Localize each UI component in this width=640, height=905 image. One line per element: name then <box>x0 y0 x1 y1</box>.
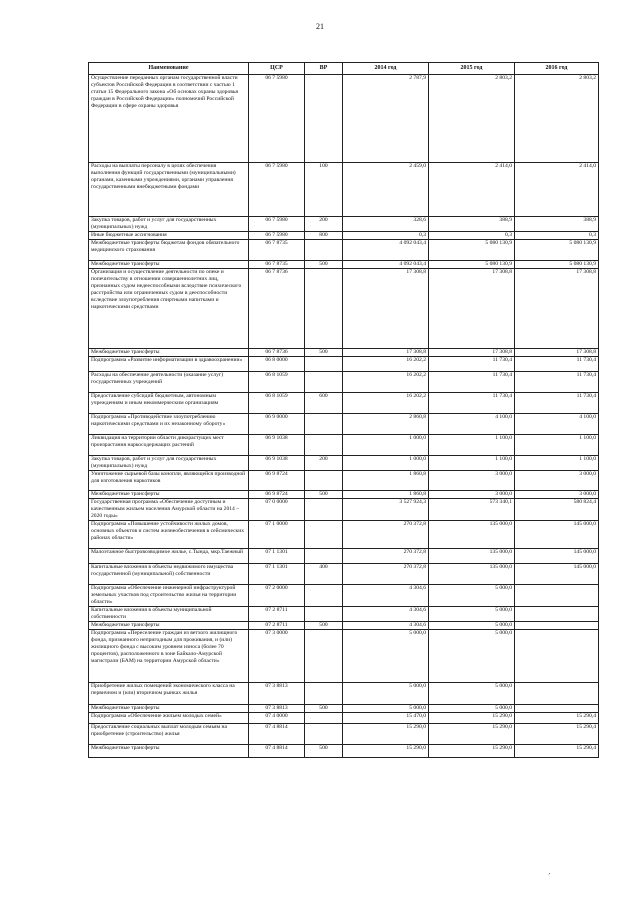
table-row <box>89 622 599 630</box>
row-value-2015: 11 730,4 <box>429 372 515 393</box>
row-value-2014: 270 372,8 <box>343 564 429 585</box>
row-value-2014: 1 860,8 <box>343 471 429 491</box>
row-vr: 200 <box>305 217 343 232</box>
row-csr: 07 3 8813 <box>249 683 305 705</box>
row-value-2014: 16 202,2 <box>343 372 429 393</box>
row-vr <box>305 471 343 491</box>
row-value-2014: 5 000,0 <box>343 683 429 705</box>
row-value-2014: 270 372,8 <box>343 521 429 549</box>
row-csr: 06 8 1059 <box>249 393 305 414</box>
row-name: Межбюджетные трансферты <box>89 349 249 357</box>
row-value-2016: 5 080 130,9 <box>515 240 599 261</box>
row-csr: 07 2 8711 <box>249 607 305 622</box>
row-name: Организация и осуществление деятельности по опеке и попечительству в отношении совершеннолетних лиц, признанных судом недееспособными вследствие психического расстройства или ограниченных судом в дееспособности вследствие злоупотребления спиртными напитками и наркотическими средствами <box>89 269 249 349</box>
table-row <box>89 240 599 261</box>
row-name: Подпрограмма «Обеспечение инженерной инфраструктурой земельных участков под строительство жилья на территории области» <box>89 585 249 607</box>
row-value-2016: 388,9 <box>515 217 599 232</box>
header-2015: 2015 год <box>429 63 515 75</box>
header-csr: ЦСР <box>249 63 305 75</box>
row-csr: 06 7 5980 <box>249 163 305 217</box>
row-value-2014: 16 202,2 <box>343 357 429 372</box>
table-row <box>89 163 599 217</box>
row-name: Расходы на выплаты персоналу в целях обеспечения выполнения функций государственными (муниципальными) органами, казенными учреждениями, органами управления государственными внебюджетными фондами <box>89 163 249 217</box>
row-name: Межбюджетные трансферты <box>89 491 249 499</box>
row-vr <box>305 372 343 393</box>
row-vr <box>305 521 343 549</box>
row-value-2016: 17 308,8 <box>515 269 599 349</box>
table-row <box>89 564 599 585</box>
row-vr <box>305 269 343 349</box>
row-vr <box>305 75 343 163</box>
row-vr: 500 <box>305 261 343 269</box>
row-value-2015: 135 000,0 <box>429 564 515 585</box>
row-csr: 06 7 5980 <box>249 232 305 240</box>
table-body <box>89 75 599 758</box>
row-value-2014: 4 304,6 <box>343 622 429 630</box>
table-row <box>89 349 599 357</box>
row-name: Подпрограмма «Повышение устойчивости жилых домов, основных объектов и систем жизнеобеспечения в сейсмических районах области» <box>89 521 249 549</box>
row-csr: 07 4 8814 <box>249 724 305 745</box>
row-vr <box>305 630 343 683</box>
row-value-2014: 2 459,0 <box>343 163 429 217</box>
row-value-2014: 4 092 043,4 <box>343 261 429 269</box>
row-value-2016 <box>515 630 599 683</box>
row-csr: 07 1 0000 <box>249 521 305 549</box>
row-csr: 06 7 8736 <box>249 349 305 357</box>
row-csr: 07 0 0000 <box>249 499 305 521</box>
row-csr: 06 7 8735 <box>249 261 305 269</box>
row-csr: 06 7 5980 <box>249 217 305 232</box>
row-value-2014: 16 202,2 <box>343 393 429 414</box>
row-value-2016: 15 290,4 <box>515 713 599 724</box>
row-value-2016: 0,3 <box>515 232 599 240</box>
row-vr <box>305 414 343 435</box>
row-vr: 400 <box>305 564 343 585</box>
row-name: Подпрограмма «Развитие информатизации в здравоохранении» <box>89 357 249 372</box>
row-vr: 600 <box>305 393 343 414</box>
row-name: Ликвидация на территории области дикорастущих мест произрастания наркосодержащих растений <box>89 435 249 456</box>
page-number: 21 <box>316 22 324 31</box>
table-row <box>89 372 599 393</box>
row-csr: 06 9 0000 <box>249 414 305 435</box>
row-value-2014: 3 527 924,3 <box>343 499 429 521</box>
row-value-2016: 11 730,4 <box>515 372 599 393</box>
row-value-2016: 1 100,0 <box>515 456 599 471</box>
row-name: Предоставление субсидий бюджетным, автономным учреждениям и иным некоммерческим организациям <box>89 393 249 414</box>
row-csr: 07 3 8813 <box>249 705 305 713</box>
row-value-2015: 5 080 130,9 <box>429 240 515 261</box>
row-name: Закупка товаров, работ и услуг для государственных (муниципальных) нужд <box>89 217 249 232</box>
row-name: Капитальные вложения в объекты недвижимого имущества государственной (муниципальной) собственности <box>89 564 249 585</box>
row-value-2015: 5 000,0 <box>429 607 515 622</box>
row-name: Межбюджетные трансферты <box>89 261 249 269</box>
row-value-2014: 17 308,8 <box>343 349 429 357</box>
row-value-2014: 15 290,0 <box>343 724 429 745</box>
row-vr: 800 <box>305 232 343 240</box>
table-row <box>89 75 599 163</box>
row-vr <box>305 607 343 622</box>
row-name: Государственная программа «Обеспечение доступным и качественным жильем населения Амурской области на 2014 – 2020 годы» <box>89 499 249 521</box>
row-csr: 07 2 8711 <box>249 622 305 630</box>
row-value-2015: 135 000,0 <box>429 521 515 549</box>
row-name: Приобретение жилых помещений экономического класса на первичном и (или) вторичном рынках жилья <box>89 683 249 705</box>
row-name: Малоэтажное быстровозводимое жилье, с.Тында, мкр.Таежный <box>89 549 249 564</box>
row-value-2016: 145 000,0 <box>515 521 599 549</box>
row-value-2014: 5 000,0 <box>343 630 429 683</box>
row-value-2016: 11 730,4 <box>515 393 599 414</box>
row-vr: 500 <box>305 622 343 630</box>
row-csr: 06 9 1038 <box>249 435 305 456</box>
row-value-2016: 2 414,0 <box>515 163 599 217</box>
table-row <box>89 269 599 349</box>
row-value-2014: 1 000,0 <box>343 456 429 471</box>
row-value-2014: 2 860,8 <box>343 414 429 435</box>
pen-mark: ˊ <box>548 872 551 881</box>
row-value-2015: 17 308,8 <box>429 269 515 349</box>
row-csr: 06 7 5980 <box>249 75 305 163</box>
row-csr: 07 3 0000 <box>249 630 305 683</box>
row-name: Подпрограмма «Противодействие злоупотреблению наркотическими средствами и их незаконному обороту» <box>89 414 249 435</box>
row-value-2016: 4 100,0 <box>515 414 599 435</box>
row-vr: 500 <box>305 745 343 758</box>
row-csr: 06 9 8724 <box>249 471 305 491</box>
row-value-2015: 5 000,0 <box>429 622 515 630</box>
table-row <box>89 549 599 564</box>
table-row <box>89 607 599 622</box>
row-value-2014: 5 000,0 <box>343 705 429 713</box>
row-vr <box>305 683 343 705</box>
row-name: Уничтожение сырьевой базы конопли, являющейся производной для изготовления наркотиков <box>89 471 249 491</box>
row-csr: 06 8 1059 <box>249 372 305 393</box>
row-value-2016: 2 803,2 <box>515 75 599 163</box>
row-value-2016 <box>515 585 599 607</box>
table-row <box>89 683 599 705</box>
budget-table <box>88 62 599 758</box>
row-value-2016: 17 308,8 <box>515 349 599 357</box>
row-value-2014: 0,3 <box>343 232 429 240</box>
row-csr: 07 4 8814 <box>249 745 305 758</box>
row-value-2015: 3 000,0 <box>429 471 515 491</box>
row-csr: 06 7 8735 <box>249 240 305 261</box>
row-csr: 06 9 1038 <box>249 456 305 471</box>
row-csr: 07 1 1301 <box>249 564 305 585</box>
table-row <box>89 713 599 724</box>
header-vr: ВР <box>305 63 343 75</box>
row-vr: 500 <box>305 491 343 499</box>
table-row <box>89 491 599 499</box>
row-value-2016 <box>515 683 599 705</box>
row-name: Межбюджетные трансферты бюджетам фондов обязательного медицинского страхования <box>89 240 249 261</box>
row-value-2014: 2 787,9 <box>343 75 429 163</box>
row-value-2015: 5 000,0 <box>429 630 515 683</box>
table-row <box>89 499 599 521</box>
row-value-2015: 5 080 130,9 <box>429 261 515 269</box>
row-value-2014: 15 290,0 <box>343 745 429 758</box>
table-row <box>89 471 599 491</box>
row-value-2015: 11 730,4 <box>429 357 515 372</box>
table-row <box>89 724 599 745</box>
row-value-2014: 4 092 043,4 <box>343 240 429 261</box>
table-row <box>89 705 599 713</box>
row-name: Подпрограмма «Обеспечение жильем молодых семей» <box>89 713 249 724</box>
row-vr: 200 <box>305 456 343 471</box>
row-value-2015: 573 340,1 <box>429 499 515 521</box>
row-value-2016: 1 100,0 <box>515 435 599 456</box>
row-value-2016: 11 730,4 <box>515 357 599 372</box>
table-row <box>89 456 599 471</box>
row-value-2014: 4 304,6 <box>343 607 429 622</box>
row-value-2015: 17 308,8 <box>429 349 515 357</box>
row-csr: 07 2 0000 <box>249 585 305 607</box>
row-csr: 06 9 8724 <box>249 491 305 499</box>
table-row <box>89 585 599 607</box>
row-csr: 07 4 0000 <box>249 713 305 724</box>
row-csr: 06 7 8736 <box>249 269 305 349</box>
row-vr: 100 <box>305 163 343 217</box>
row-name: Осуществление переданных органам государственной власти субъектов Российской Федерации в соответствии с частью 1 статьи 15 Федерального закона «Об основах охраны здоровья граждан в Российской Федерации» полномочий Российской Федерации в сфере охраны здоровья <box>89 75 249 163</box>
row-value-2015: 15 290,0 <box>429 745 515 758</box>
row-value-2015: 1 100,0 <box>429 435 515 456</box>
table-row <box>89 435 599 456</box>
row-value-2016: 15 290,4 <box>515 724 599 745</box>
row-value-2015: 15 290,0 <box>429 713 515 724</box>
row-name: Подпрограмма «Переселение граждан из ветхого жилищного фонда, признанного непригодным для проживания, и (или) жилищного фонда с высоким уровнем износа (более 70 процентов), расположенного в зоне Байкало-Амурской магистрали (БАМ) на территории Амурской области» <box>89 630 249 683</box>
row-value-2015: 2 414,0 <box>429 163 515 217</box>
row-value-2014: 17 308,8 <box>343 269 429 349</box>
row-value-2016 <box>515 705 599 713</box>
row-value-2016: 3 000,0 <box>515 471 599 491</box>
table-row <box>89 630 599 683</box>
row-value-2016: 5 080 130,9 <box>515 261 599 269</box>
row-name: Предоставление социальных выплат молодым семьям на приобретение (строительство) жилья <box>89 724 249 745</box>
row-value-2014: 1 000,0 <box>343 435 429 456</box>
row-value-2016: 3 000,0 <box>515 491 599 499</box>
row-name: Межбюджетные трансферты <box>89 705 249 713</box>
row-value-2014: 270 372,8 <box>343 549 429 564</box>
row-value-2015: 2 803,2 <box>429 75 515 163</box>
row-vr <box>305 724 343 745</box>
row-csr: 07 1 1301 <box>249 549 305 564</box>
row-value-2016 <box>515 622 599 630</box>
table-row <box>89 357 599 372</box>
row-vr: 500 <box>305 349 343 357</box>
table-row <box>89 393 599 414</box>
row-value-2016: 580 824,4 <box>515 499 599 521</box>
row-vr <box>305 435 343 456</box>
row-vr <box>305 240 343 261</box>
row-value-2015: 4 100,0 <box>429 414 515 435</box>
row-name: Межбюджетные трансферты <box>89 622 249 630</box>
header-2016: 2016 год <box>515 63 599 75</box>
row-value-2015: 15 290,0 <box>429 724 515 745</box>
row-name: Капитальные вложения в объекты муниципальной собственности <box>89 607 249 622</box>
row-vr <box>305 357 343 372</box>
row-vr <box>305 499 343 521</box>
row-name: Межбюджетные трансферты <box>89 745 249 758</box>
row-value-2015: 135 000,0 <box>429 549 515 564</box>
table-header-row <box>89 63 599 75</box>
row-value-2015: 1 100,0 <box>429 456 515 471</box>
row-value-2016: 145 000,0 <box>515 549 599 564</box>
table-row <box>89 232 599 240</box>
row-value-2015: 5 000,0 <box>429 683 515 705</box>
row-name: Закупка товаров, работ и услуг для государственных (муниципальных) нужд <box>89 456 249 471</box>
row-value-2014: 1 860,8 <box>343 491 429 499</box>
row-value-2015: 388,9 <box>429 217 515 232</box>
row-value-2015: 5 000,0 <box>429 705 515 713</box>
row-value-2014: 4 304,6 <box>343 585 429 607</box>
row-value-2014: 15 470,0 <box>343 713 429 724</box>
table-row <box>89 745 599 758</box>
row-vr <box>305 585 343 607</box>
row-value-2015: 11 730,4 <box>429 393 515 414</box>
row-name: Иные бюджетные ассигнования <box>89 232 249 240</box>
row-value-2015: 3 000,0 <box>429 491 515 499</box>
table-row <box>89 414 599 435</box>
row-csr: 06 8 0000 <box>249 357 305 372</box>
row-name: Расходы на обеспечение деятельности (оказание услуг) государственных учреждений <box>89 372 249 393</box>
table-row <box>89 217 599 232</box>
header-2014: 2014 год <box>343 63 429 75</box>
row-vr <box>305 713 343 724</box>
table-row <box>89 521 599 549</box>
header-name: Наименование <box>89 63 249 75</box>
row-value-2015: 0,3 <box>429 232 515 240</box>
row-value-2014: 328,6 <box>343 217 429 232</box>
row-value-2016: 145 000,0 <box>515 564 599 585</box>
row-value-2015: 5 000,0 <box>429 585 515 607</box>
row-vr <box>305 549 343 564</box>
row-value-2016 <box>515 607 599 622</box>
row-vr: 500 <box>305 705 343 713</box>
row-value-2016: 15 290,4 <box>515 745 599 758</box>
table-row <box>89 261 599 269</box>
